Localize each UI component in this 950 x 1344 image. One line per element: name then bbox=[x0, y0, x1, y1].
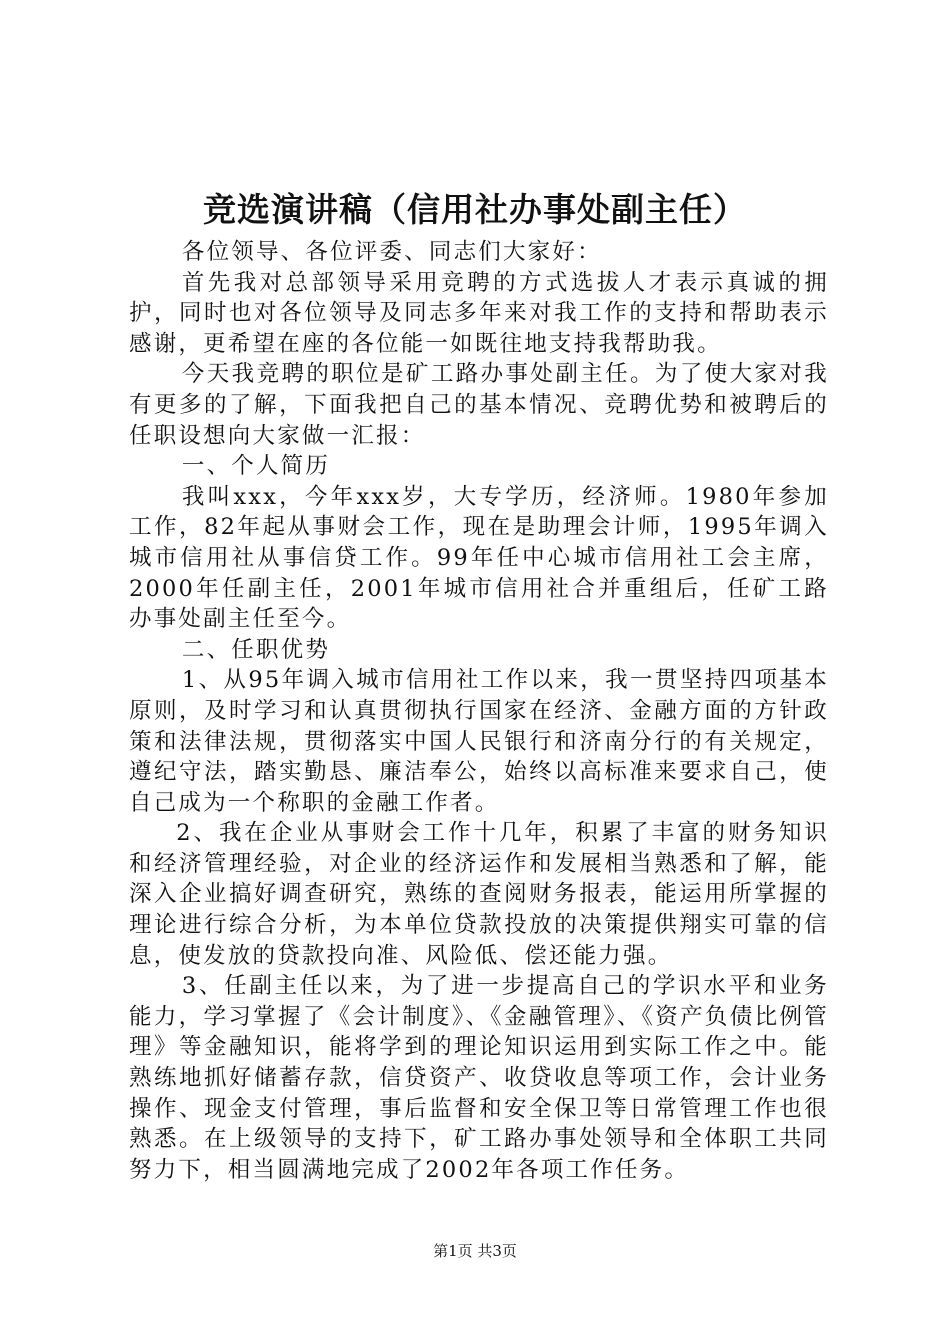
paragraph-greeting: 各位领导、各位评委、同志们大家好： bbox=[181, 239, 602, 265]
document-body bbox=[129, 237, 829, 1185]
section-heading-advantages: 二、任职优势 bbox=[181, 636, 331, 663]
paragraph-advantage-2: 2、我在企业从事财会工作十几年，积累了丰富的财务知识和经济管理经验，对企业的经济运作和发展相当熟悉和了解，能深入企业搞好调查研究，熟练的查阅财务报表，能运用所掌握的理论进行综合分析，为本单位贷款投放的决策提供翔实可靠的信息，使发放的贷款投向准、风险低、偿还能力强。 bbox=[129, 820, 829, 969]
section-heading-resume: 一、个人简历 bbox=[181, 453, 331, 480]
paragraph-position: 今天我竞聘的职位是矿工路办事处副主任。为了使大家对我有更多的了解，下面我把自己的基本情况、竞聘优势和被聘后的任职设想向大家做一汇报： bbox=[129, 361, 829, 449]
page-footer: 第1页 共3页 bbox=[433, 1242, 517, 1260]
paragraph-intro: 首先我对总部领导采用竞聘的方式选拔人才表示真诚的拥护，同时也对各位领导及同志多年来对我工作的支持和帮助表示感谢，更希望在座的各位能一如既往地支持我帮助我。 bbox=[129, 269, 829, 357]
document-title: 竞选演讲稿（信用社办事处副主任） bbox=[203, 190, 747, 229]
paragraph-advantage-1: 1、从95年调入城市信用社工作以来，我一贯坚持四项基本原则，及时学习和认真贯彻执行国家在经济、金融方面的方针政策和法律法规，贯彻落实中国人民银行和济南分行的有关规定，遵纪守法，踏实勤恳、廉洁奉公，始终以高标准来要求自己，使自己成为一个称职的金融工作者。 bbox=[129, 667, 829, 816]
paragraph-advantage-3: 3、任副主任以来，为了进一步提高自己的学识水平和业务能力，学习掌握了《会计制度》、《金融管理》、《资产负债比例管理》等金融知识，能将学到的理论知识运用到实际工作之中。能熟练地抓好储蓄存款，信贷资产、收贷收息等项工作，会计业务操作、现金支付管理，事后监督和安全保卫等日常管理工作也很熟悉。在上级领导的支持下，矿工路办事处领导和全体职工共同努力下，相当圆满地完成了2002年各项工作任务。 bbox=[129, 973, 829, 1183]
paragraph-resume: 我叫xxx，今年xxx岁，大专学历，经济师。1980年参加工作，82年起从事财会工作，现在是助理会计师，1995年调入城市信用社从事信贷工作。99年任中心城市信用社工会主席，2000年任副主任，2001年城市信用社合并重组后，任矿工路办事处副主任至今。 bbox=[129, 483, 829, 633]
